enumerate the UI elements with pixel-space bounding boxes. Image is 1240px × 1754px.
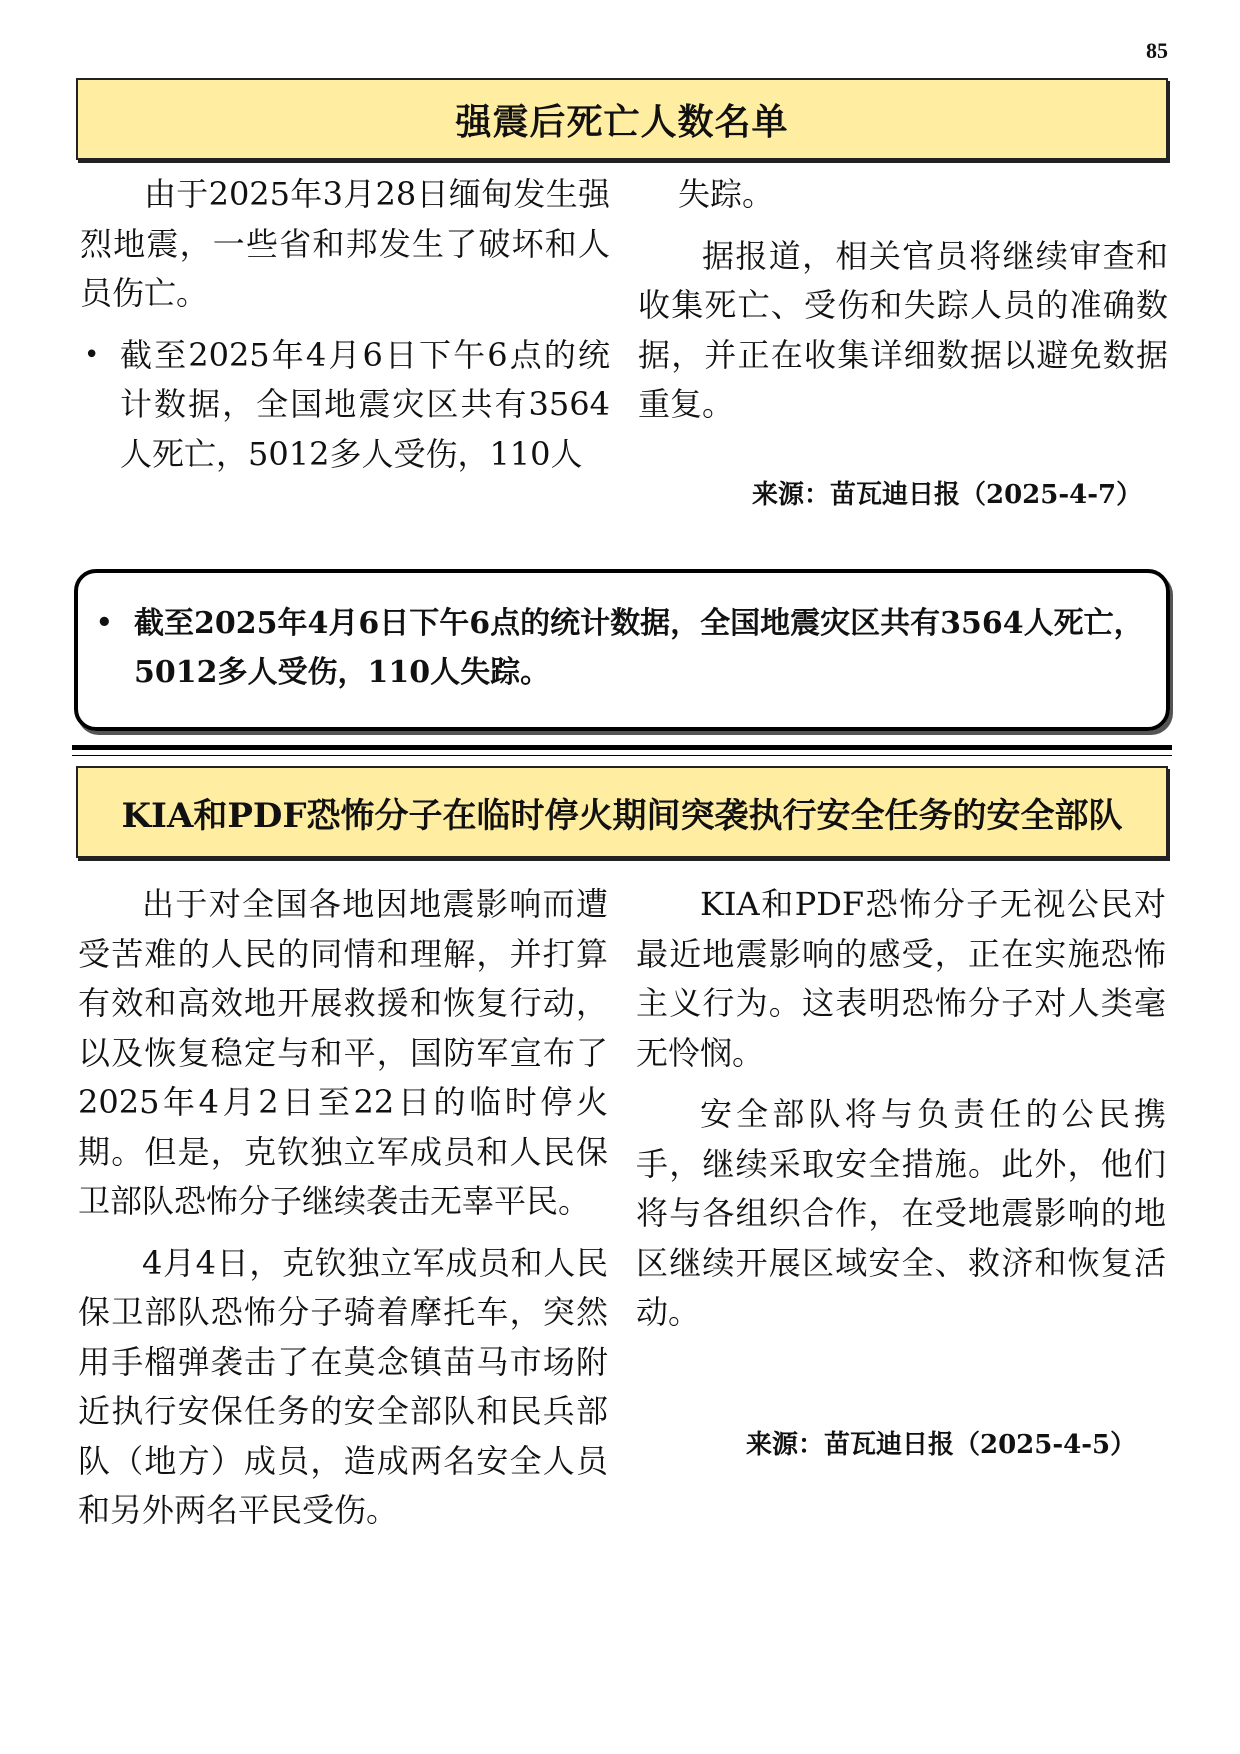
- highlight-text: 截至2025年4月6日下午6点的统计数据，全国地震灾区共有3564人死亡，5012多人受伤，110人失踪。: [134, 606, 1144, 690]
- article2-right-column: [636, 880, 1166, 1350]
- article1-bullet-item: • 截至2025年4月6日下午6点的统计数据，全国地震灾区共有3564人死亡，5012多人受伤，110人: [80, 331, 610, 480]
- article2-paragraph-3: KIA和PDF恐怖分子无视公民对最近地震影响的感受，正在实施恐怖主义行为。这表明恐怖分子对人类毫无怜悯。: [636, 885, 1166, 1072]
- article1-left-column: [80, 170, 610, 491]
- article2-source: 来源：苗瓦迪日报（2025-4-5）: [746, 1430, 1137, 1460]
- article2-left-column: [78, 880, 608, 1548]
- article1-title: 强震后死亡人数名单: [76, 78, 1168, 160]
- article1-report-paragraph: 据报道，相关官员将继续审查和收集死亡、受伤和失踪人员的准确数据，并正在收集详细数据以避免数据重复。: [638, 236, 1168, 423]
- article1-right-column: [638, 170, 1168, 442]
- section-divider: [72, 745, 1172, 750]
- page-number: 85: [1146, 38, 1168, 63]
- section-divider-thin: [72, 755, 1172, 756]
- article2-title: KIA和PDF恐怖分子在临时停火期间突袭执行安全任务的安全部队: [76, 766, 1168, 858]
- bullet-icon: •: [96, 608, 113, 638]
- article1-bullet-continuation: 失踪。: [678, 175, 775, 213]
- article2-paragraph-4: 安全部队将与负责任的公民携手，继续采取安全措施。此外，他们将与各组织合作，在受地震影响的地区继续开展区域安全、救济和恢复活动。: [636, 1095, 1166, 1331]
- article2-paragraph-1: 出于对全国各地因地震影响而遭受苦难的人民的同情和理解，并打算有效和高效地开展救援和恢复行动，以及恢复稳定与和平，国防军宣布了2025年4月2日至22日的临时停火期。但是，克钦独立军成员和人民保卫部队恐怖分子继续袭击无辜平民。: [78, 885, 608, 1220]
- highlight-box: [74, 569, 1170, 731]
- article1-intro-paragraph: 由于2025年3月28日缅甸发生强烈地震，一些省和邦发生了破坏和人员伤亡。: [80, 175, 610, 312]
- article2-paragraph-2: 4月4日，克钦独立军成员和人民保卫部队恐怖分子骑着摩托车，突然用手榴弹袭击了在莫念镇苗马市场附近执行安保任务的安全部队和民兵部队（地方）成员，造成两名安全人员和另外两名平民受伤。: [78, 1243, 608, 1529]
- article1-source: 来源：苗瓦迪日报（2025-4-7）: [752, 480, 1143, 510]
